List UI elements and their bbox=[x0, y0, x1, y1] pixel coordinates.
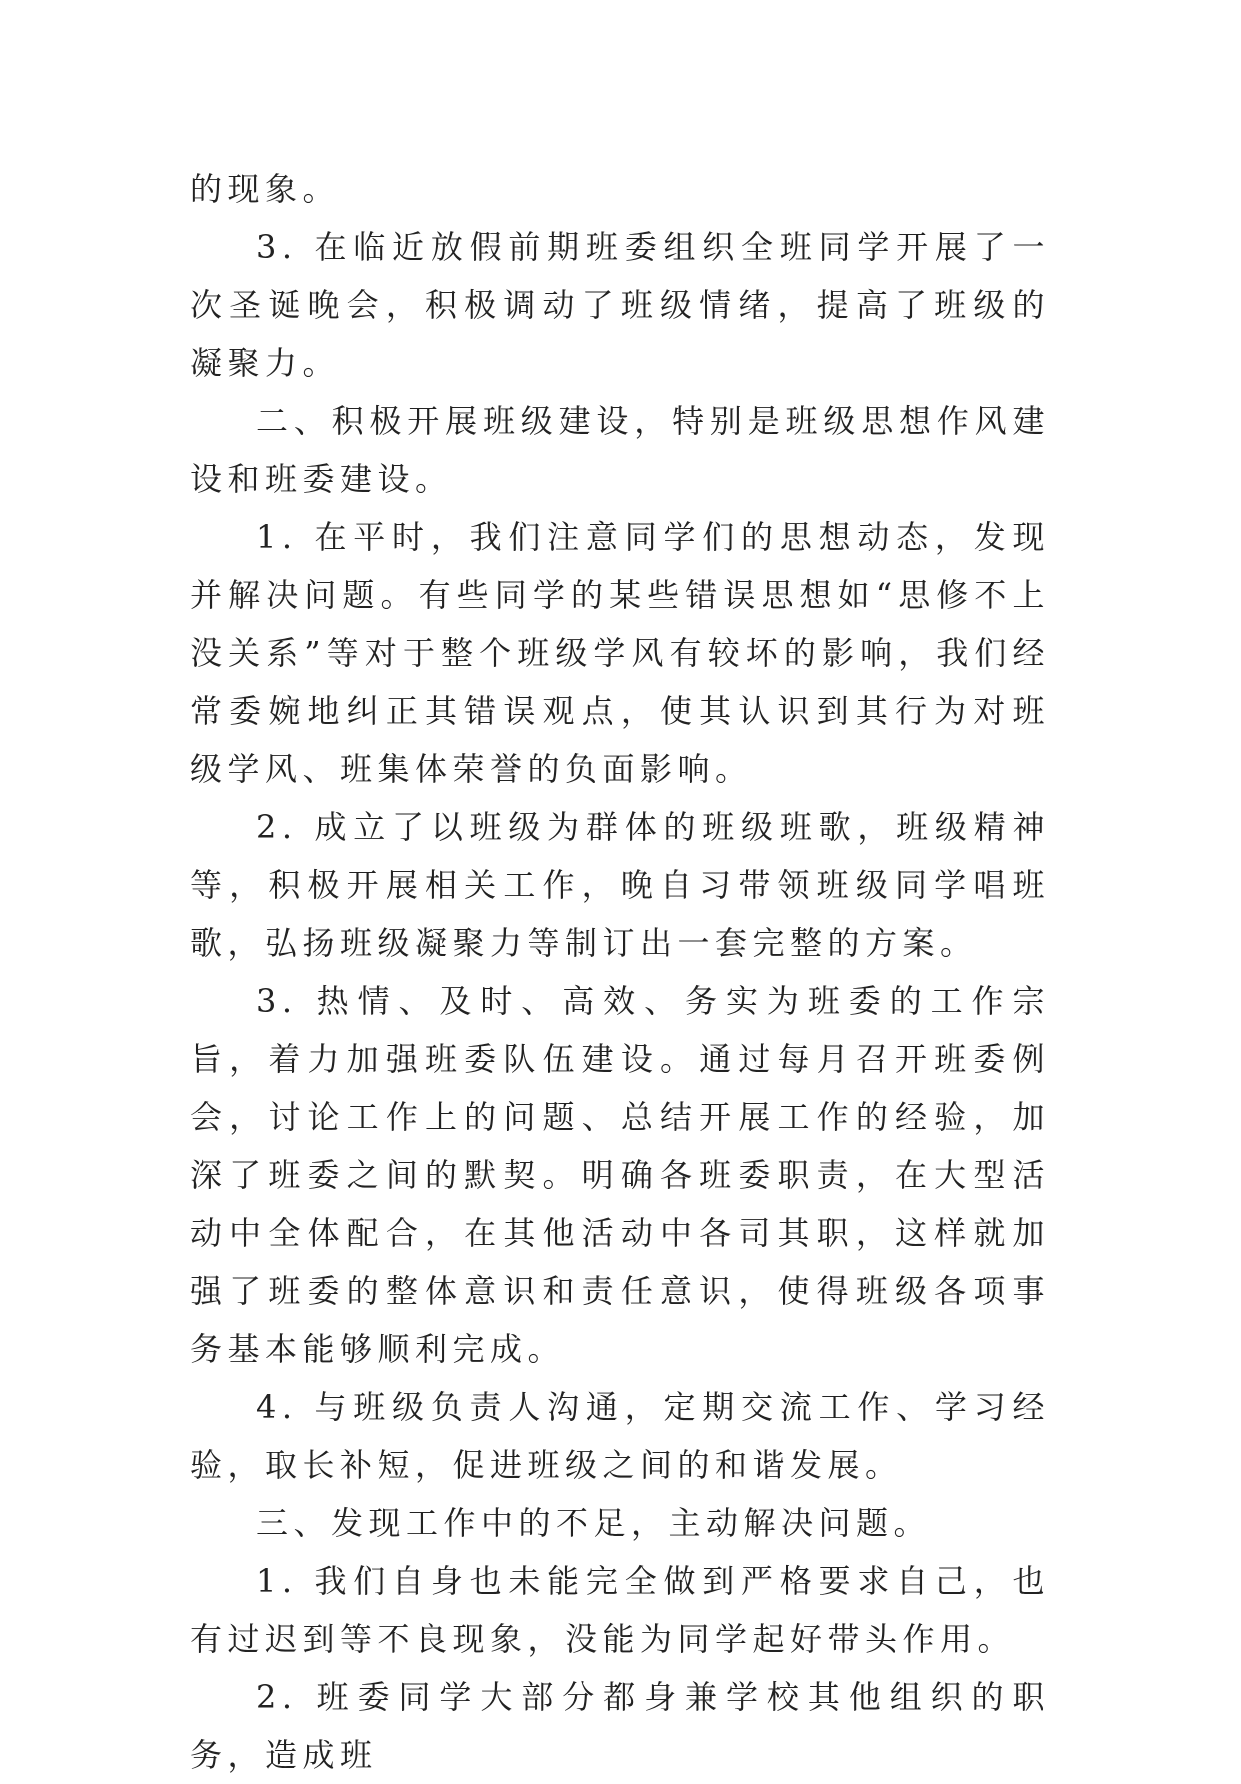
paragraph: 2. 成立了以班级为群体的班级班歌，班级精神等，积极开展相关工作，晚自习带领班级同学唱班歌，弘扬班级凝聚力等制订出一套完整的方案。 bbox=[190, 808, 1050, 962]
document-body bbox=[190, 160, 1050, 1784]
paragraph: 2. 班委同学大部分都身兼学校其他组织的职务，造成班 bbox=[190, 1678, 1050, 1774]
paragraph: 3. 在临近放假前期班委组织全班同学开展了一次圣诞晚会，积极调动了班级情绪，提高了班级的凝聚力。 bbox=[190, 228, 1050, 382]
paragraph: 1. 在平时，我们注意同学们的思想动态，发现并解决问题。有些同学的某些错误思想如“思修不上没关系”等对于整个班级学风有较坏的影响，我们经常委婉地纠正其错误观点，使其认识到其行为对班级学风、班集体荣誉的负面影响。 bbox=[190, 518, 1050, 788]
paragraph: 3. 热情、及时、高效、务实为班委的工作宗旨，着力加强班委队伍建设。通过每月召开班委例会，讨论工作上的问题、总结开展工作的经验，加深了班委之间的默契。明确各班委职责，在大型活动中全体配合，在其他活动中各司其职，这样就加强了班委的整体意识和责任意识，使得班级各项事务基本能够顺利完成。 bbox=[190, 982, 1050, 1368]
section-heading: 三、发现工作中的不足，主动解决问题。 bbox=[256, 1504, 932, 1542]
paragraph: 的现象。 bbox=[190, 170, 341, 208]
section-heading: 二、积极开展班级建设，特别是班级思想作风建设和班委建设。 bbox=[190, 402, 1050, 498]
paragraph: 4. 与班级负责人沟通，定期交流工作、学习经验，取长补短，促进班级之间的和谐发展。 bbox=[190, 1388, 1050, 1484]
paragraph: 1. 我们自身也未能完全做到严格要求自己，也有过迟到等不良现象，没能为同学起好带头作用。 bbox=[190, 1562, 1050, 1658]
